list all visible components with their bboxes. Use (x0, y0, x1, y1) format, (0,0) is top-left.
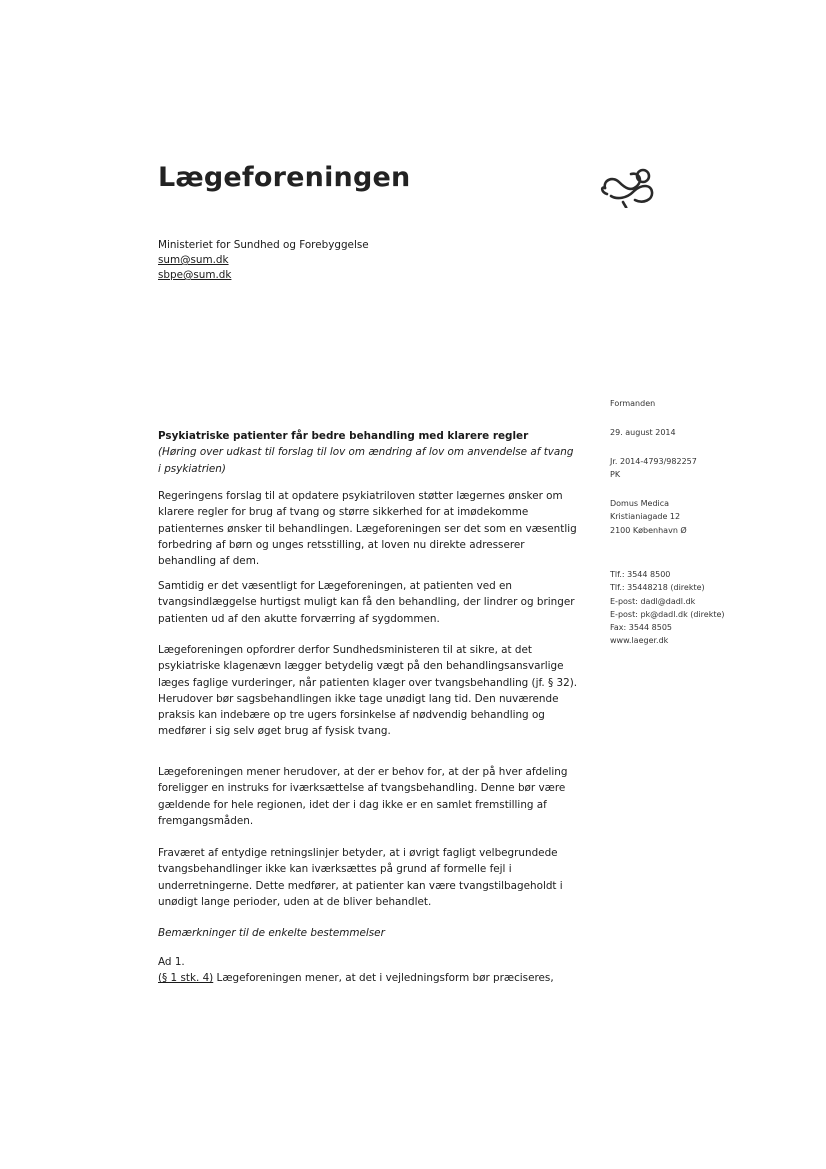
recipient-email-link-1[interactable]: sum@sum.dk (158, 254, 229, 266)
phone-number: Tlf.: 3544 8500 (610, 570, 671, 579)
address-line-1: Domus Medica (610, 499, 670, 508)
section-1-body: Lægeforeningen mener, at det i vejledningsform bør præciseres, (213, 972, 554, 984)
section-1-text (158, 970, 578, 986)
paragraph-4: Lægeforeningen mener herudover, at der er behov for, at der på hver afdeling foreligger en instruks for iværksættelse af tvangsbehandling. Denne bør være gældende for hele regionen, idet der i dag ikke er en samlet fremstilling af fremgangsmåden. (158, 766, 568, 827)
paragraph-1: Regeringens forslag til at opdatere psykiatriloven støtter lægernes ønsker om klarere regler for brug af tvang og større sikkerhed for at imødekomme patienternes ønsker til behandlingen. Lægeforeningen ser det som en væsentlig forbedring af børn og unges retsstilling, at loven nu direkte adresserer behandling af dem. (158, 490, 577, 568)
reference-number: Jr. 2014-4793/982257 (610, 457, 697, 466)
section-label: Ad 1. (158, 956, 185, 968)
contact-block (610, 568, 725, 648)
paragraph-5: Fraværet af entydige retningslinjer betyder, at i øvrigt fagligt velbegrundede tvangsbehandlinger ikke kan iværksættes på grund af formelle fejl i underretningerne. Dette medfører, at patienter kan være tvangstilbageholdt i unødigt lange perioder, uden at de bliver behandlet. (158, 847, 563, 908)
reference-block (610, 455, 697, 482)
sender-address (610, 497, 687, 537)
reference-initials: PK (610, 470, 621, 480)
letter-date: 29. august 2014 (610, 428, 676, 437)
staff-serpent-logo-icon (597, 162, 659, 208)
fax-number: Fax: 3544 8505 (610, 623, 673, 633)
website: www.laeger.dk (610, 636, 669, 646)
letter-subject-block (158, 428, 578, 477)
address-line-3: 2100 København Ø (610, 525, 687, 535)
letter-subtitle: (Høring over udkast til forslag til lov om ændring af lov om anvendelse af tvang i psykiatrien) (158, 446, 574, 475)
letter-subject: Psykiatriske patienter får bedre behandling med klarere regler (158, 430, 529, 442)
sender-role: Formanden (610, 399, 656, 408)
paragraph-2: Samtidig er det væsentligt for Lægeforeningen, at patienten ved en tvangsindlæggelse hurtigst muligt kan få den behandling, der lindrer og bringer patienten ud af den akutte forværring af sygdommen. (158, 580, 575, 625)
address-line-2: Kristianiagade 12 (610, 512, 681, 522)
remarks-heading: Bemærkninger til de enkelte bestemmelser (158, 927, 385, 939)
recipient-name: Ministeriet for Sundhed og Forebyggelse (158, 239, 369, 251)
email-direct: E-post: pk@dadl.dk (direkte) (610, 609, 725, 619)
paragraph-3: Lægeforeningen opfordrer derfor Sundhedsministeren til at sikre, at det psykiatriske klagenævn lægger betydelig vægt på den behandlingsansvarlige læges faglige vurderinger, når patienten klager over tvangsbehandling (jf. § 32). Herudover bør sagsbehandlingen ikke tage unødigt lang tid. Den nuværende praksis kan indebære op tre ugers forsinkelse af nødvendig behandling og medfører i sig selv øget brug af fysisk tvang. (158, 644, 578, 738)
organization-name: Lægeforeningen (158, 162, 411, 193)
paragraph-reference-link[interactable]: (§ 1 stk. 4) (158, 972, 214, 984)
phone-direct: Tlf.: 35448218 (direkte) (610, 583, 705, 593)
recipient-email-link-2[interactable]: sbpe@sum.dk (158, 269, 232, 281)
recipient-block (158, 238, 369, 283)
email-general: E-post: dadl@dadl.dk (610, 596, 696, 606)
